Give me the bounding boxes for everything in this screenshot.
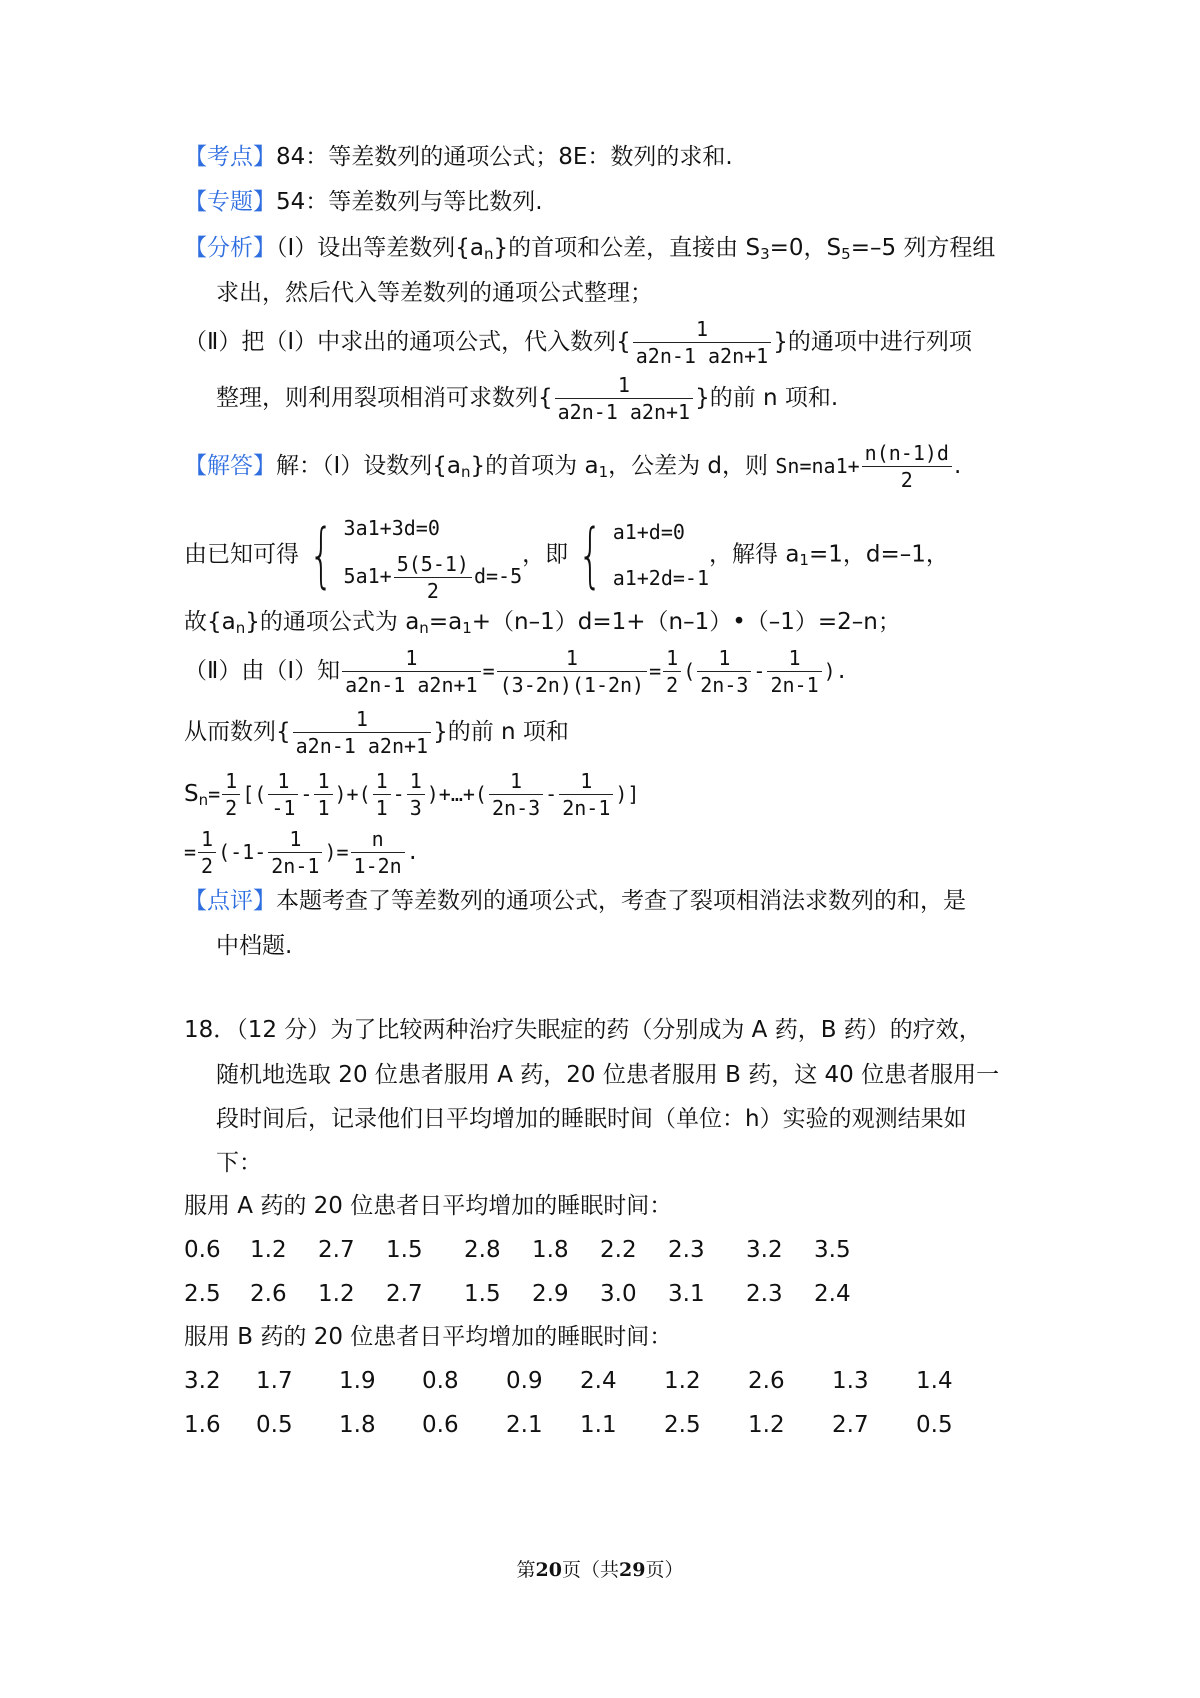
kaodian-text: 84：等差数列的通项公式；8E：数列的求和. bbox=[276, 144, 733, 170]
a-title: 服用 A 药的 20 位患者日平均增加的睡眠时间： bbox=[184, 1193, 673, 1219]
q18-line-1: 18．（12 分）为了比较两种治疗失眠症的药（分别成为 A 药，B 药）的疗效， bbox=[184, 1017, 982, 1043]
dianping-text: 本题考查了等差数列的通项公式，考查了裂项相消法求数列的和，是 bbox=[276, 888, 966, 914]
data-value: 0.6 bbox=[184, 1237, 221, 1263]
equation-row: a1+d=0 bbox=[612, 519, 685, 544]
math-text: )= bbox=[324, 840, 349, 864]
jieda-text: }的前 n 项和 bbox=[433, 719, 569, 745]
fenxi-text: （Ⅱ）把（Ⅰ）中求出的通项公式，代入数列{ bbox=[184, 329, 631, 355]
footer-text: 第 bbox=[516, 1559, 536, 1581]
jieda-text: （Ⅱ）由（Ⅰ）知 bbox=[184, 658, 341, 684]
fraction-term bbox=[633, 316, 771, 369]
zhuanti-tag: 【专题】 bbox=[184, 189, 276, 215]
data-value: 2.9 bbox=[532, 1281, 569, 1307]
kaodian-line bbox=[184, 142, 733, 172]
data-value: 2.5 bbox=[664, 1412, 701, 1438]
data-value: 1.2 bbox=[250, 1237, 287, 1263]
data-value: 1.4 bbox=[916, 1368, 953, 1394]
jieda-text: =1，d=–1， bbox=[808, 541, 949, 568]
fraction-numerator: n(n-1)d bbox=[862, 440, 952, 467]
fraction-denominator: 2n-1 bbox=[271, 854, 320, 878]
fraction: $\frac{1}{2n-3}$ bbox=[697, 645, 751, 698]
fenxi-text: （Ⅰ）设出等差数列{a bbox=[276, 235, 485, 261]
fenxi-line-2: 求出，然后代入等差数列的通项公式整理； bbox=[216, 280, 653, 306]
data-value: 3.5 bbox=[814, 1237, 851, 1263]
q18-line-4: 下： bbox=[216, 1150, 262, 1176]
fraction-numerator: 1 bbox=[633, 316, 771, 343]
data-value: 2.7 bbox=[386, 1281, 423, 1307]
page-footer bbox=[0, 1555, 1200, 1582]
data-value: 2.3 bbox=[668, 1237, 705, 1263]
fraction: $\frac{1}{2n-1}$ bbox=[767, 645, 821, 698]
subscript: n bbox=[419, 619, 429, 637]
q18-line-2: 随机地选取 20 位患者服用 A 药，20 位患者服用 B 药，这 40 位患者服用一 bbox=[216, 1062, 1000, 1088]
fenxi-text: }的首项和公差，直接由 S bbox=[493, 235, 761, 261]
data-value: 1.2 bbox=[318, 1281, 355, 1307]
kaodian-tag: 【考点】 bbox=[184, 144, 276, 170]
data-value: 2.1 bbox=[506, 1412, 543, 1438]
data-value: 2.2 bbox=[600, 1237, 637, 1263]
data-value: 2.7 bbox=[318, 1237, 355, 1263]
zhuanti-text: 54：等差数列与等比数列. bbox=[276, 189, 543, 215]
equation-row: d=-5 bbox=[473, 564, 523, 588]
fraction-term bbox=[293, 706, 431, 759]
fraction bbox=[394, 551, 472, 604]
left-brace-icon: { bbox=[309, 513, 334, 596]
data-value: 1.3 bbox=[832, 1368, 869, 1394]
general-term-line: 故$\{a_n\}$的通项公式为 $a_n=a_1+(n-1)d=1+(n-1)•(-1)=2-n$； bbox=[184, 609, 901, 637]
data-value: 1.1 bbox=[580, 1412, 617, 1438]
jieda-tag: 【解答】 bbox=[184, 453, 276, 479]
data-value: 0.5 bbox=[256, 1412, 293, 1438]
jieda-text: +（n–1）d=1+（n–1）•（–1）=2–n； bbox=[471, 609, 901, 635]
page-total: 29 bbox=[619, 1559, 646, 1581]
equation-row: 5a1+ bbox=[343, 564, 392, 588]
fenxi-line-1 bbox=[184, 233, 995, 263]
equation-row: 3a1+3d=0 bbox=[343, 516, 440, 540]
equation-system-2 bbox=[613, 509, 709, 601]
fraction-numerator: 1 bbox=[555, 372, 693, 399]
data-value: 1.6 bbox=[184, 1412, 221, 1438]
dianping-line-1 bbox=[184, 886, 966, 916]
fenxi-text: =0，S bbox=[769, 235, 842, 261]
jieda-text: ，解得 a bbox=[709, 541, 800, 568]
fraction-numerator: 1 bbox=[663, 645, 681, 672]
fraction-denominator: (3-2n)(1-2n) bbox=[499, 673, 645, 697]
data-value: 2.4 bbox=[814, 1281, 851, 1307]
sum-intro-line bbox=[184, 706, 569, 759]
data-value: 3.2 bbox=[184, 1368, 221, 1394]
fraction-denominator: 1 bbox=[375, 796, 388, 820]
jieda-text: 从而数列{ bbox=[184, 719, 291, 745]
left-brace-icon: { bbox=[578, 513, 603, 596]
jieda-text: 由已知可得 bbox=[184, 541, 299, 568]
fenxi-line-3 bbox=[184, 316, 972, 369]
data-value: 2.3 bbox=[746, 1281, 783, 1307]
data-value: 2.7 bbox=[832, 1412, 869, 1438]
q18-line-3: 段时间后，记录他们日平均增加的睡眠时间（单位：h）实验的观测结果如 bbox=[216, 1106, 967, 1132]
fraction-numerator: 1 bbox=[497, 645, 648, 672]
fraction-denominator: 2 bbox=[900, 468, 913, 492]
sn-fraction bbox=[862, 440, 952, 493]
data-value: 0.5 bbox=[916, 1412, 953, 1438]
subscript: 5 bbox=[841, 245, 851, 263]
math-text: S bbox=[184, 781, 199, 807]
fenxi-text: }的通项中进行列项 bbox=[773, 329, 972, 355]
fenxi-text: =–5 列方程组 bbox=[850, 235, 996, 261]
fenxi-text: }的前 n 项和. bbox=[695, 385, 839, 411]
equation-system-1 bbox=[344, 505, 523, 604]
fraction-numerator: 1 bbox=[342, 645, 480, 672]
fraction-denominator: -1 bbox=[271, 796, 296, 820]
fraction-denominator: 2n-1 bbox=[562, 796, 611, 820]
fraction-denominator: 1 bbox=[317, 796, 330, 820]
jieda-text: ，公差为 d，则 bbox=[608, 453, 769, 479]
fraction-denominator: 2n-3 bbox=[700, 673, 749, 697]
fraction-denominator: 1-2n bbox=[353, 854, 402, 878]
data-value: 1.2 bbox=[748, 1412, 785, 1438]
data-value: 2.6 bbox=[250, 1281, 287, 1307]
fraction-denominator: a2n-1 a2n+1 bbox=[295, 734, 429, 758]
jieda-text: }的首项为 a bbox=[470, 453, 599, 479]
subscript: 3 bbox=[760, 245, 770, 263]
jieda-text: ，即 bbox=[522, 541, 569, 568]
data-value: 3.1 bbox=[668, 1281, 705, 1307]
subscript: n bbox=[461, 463, 471, 481]
fraction-numerator: 5(5-1) bbox=[394, 551, 472, 578]
dianping-tag: 【点评】 bbox=[184, 888, 276, 914]
jieda-text: 解：（Ⅰ）设数列{a bbox=[276, 453, 462, 479]
data-value: 3.0 bbox=[600, 1281, 637, 1307]
fenxi-tag: 【分析】 bbox=[184, 235, 276, 261]
data-value: 1.7 bbox=[256, 1368, 293, 1394]
math-text: ). bbox=[823, 659, 848, 683]
data-value: 1.2 bbox=[664, 1368, 701, 1394]
zhuanti-line bbox=[184, 187, 543, 217]
sum-line: $S_n=$ $\frac{1}{2}$ [( $\frac{1}{-1}$ - $\frac{1}{1}$ )+( $\frac{1}{1}$ - $\frac{1}{3}$ )+…+( $\frac{1}{2n-3}$ - $\frac{1}{2n-1}$ )] bbox=[184, 769, 640, 820]
b-title: 服用 B 药的 20 位患者日平均增加的睡眠时间： bbox=[184, 1324, 673, 1350]
data-value: 3.2 bbox=[746, 1237, 783, 1263]
footer-text: 页） bbox=[645, 1559, 684, 1581]
dianping-line-2: 中档题. bbox=[216, 933, 293, 959]
fraction-denominator: 2 bbox=[426, 579, 439, 603]
fraction-denominator: a2n-1 a2n+1 bbox=[557, 400, 691, 424]
fraction bbox=[497, 645, 648, 698]
data-value: 2.8 bbox=[464, 1237, 501, 1263]
subscript: n bbox=[235, 619, 246, 637]
data-value: 2.4 bbox=[580, 1368, 617, 1394]
jieda-text: }的通项公式为 a bbox=[245, 609, 420, 635]
data-value: 1.5 bbox=[464, 1281, 501, 1307]
equation-row: a1+2d=-1 bbox=[612, 565, 710, 590]
footer-text: 页（共 bbox=[561, 1559, 619, 1581]
data-value: 2.5 bbox=[184, 1281, 221, 1307]
fraction-denominator: 3 bbox=[409, 796, 422, 820]
jieda-text: 故{a bbox=[184, 609, 236, 635]
math-text: (-1- bbox=[218, 840, 267, 864]
fraction-denominator: 2n-3 bbox=[491, 796, 541, 820]
data-value: 1.5 bbox=[386, 1237, 423, 1263]
fraction bbox=[663, 645, 681, 698]
jieda-line-1: 【解答】解：（Ⅰ）设数列$\{a_n\}$的首项为 $a_1$，公差为 d，则 Sn=na1+ $\frac{n(n-1)d}{2}$ . bbox=[184, 441, 962, 492]
data-value: 0.9 bbox=[506, 1368, 543, 1394]
fraction-term bbox=[342, 645, 480, 698]
fraction-term bbox=[555, 372, 693, 425]
fraction-denominator: a2n-1 a2n+1 bbox=[345, 673, 478, 697]
subscript: n bbox=[484, 245, 494, 263]
data-value: 2.6 bbox=[748, 1368, 785, 1394]
fraction-numerator: 1 bbox=[293, 706, 431, 733]
result-line: = $\frac{1}{2}$ (-1- $\frac{1}{2n-1}$ )= $\frac{n}{1-2n}$ . bbox=[184, 827, 419, 878]
data-value: 0.6 bbox=[422, 1412, 459, 1438]
jieda-text: =a bbox=[428, 609, 463, 635]
data-value: 1.8 bbox=[339, 1412, 376, 1438]
data-value: 0.8 bbox=[422, 1368, 459, 1394]
subscript: n bbox=[198, 791, 209, 809]
page-number: 20 bbox=[535, 1559, 562, 1581]
fraction-denominator: 2n-1 bbox=[770, 673, 819, 697]
fraction-numerator: n bbox=[351, 826, 405, 853]
part2-line: （Ⅱ）由（Ⅰ）知 $\frac{1}{a2n-1 a2n+1}$ = $\frac{1}{(3-2n)(1-2n)}$ = $\frac{1}{2}$ ( $\frac{1}{2n-3}$ - $\frac{1}{2n-1}$ ). bbox=[184, 646, 848, 697]
fenxi-text: 整理，则利用裂项相消可求数列{ bbox=[216, 385, 553, 411]
data-value: 1.9 bbox=[339, 1368, 376, 1394]
fraction-denominator: 2 bbox=[666, 673, 679, 697]
fraction-denominator: a2n-1 a2n+1 bbox=[635, 344, 769, 368]
sn-formula: Sn=na1+ bbox=[775, 454, 860, 478]
data-value: 1.8 bbox=[532, 1237, 569, 1263]
fenxi-line-4 bbox=[216, 372, 838, 425]
system-line: 由已知可得 { 3a1+3d=0 5a1+ $\frac{5(5-1)}{2}$ d=-5 ，即 { a1+d=0 a1+2d=-1 ，解得 $a_1=1$，d=–1， bbox=[184, 505, 949, 604]
